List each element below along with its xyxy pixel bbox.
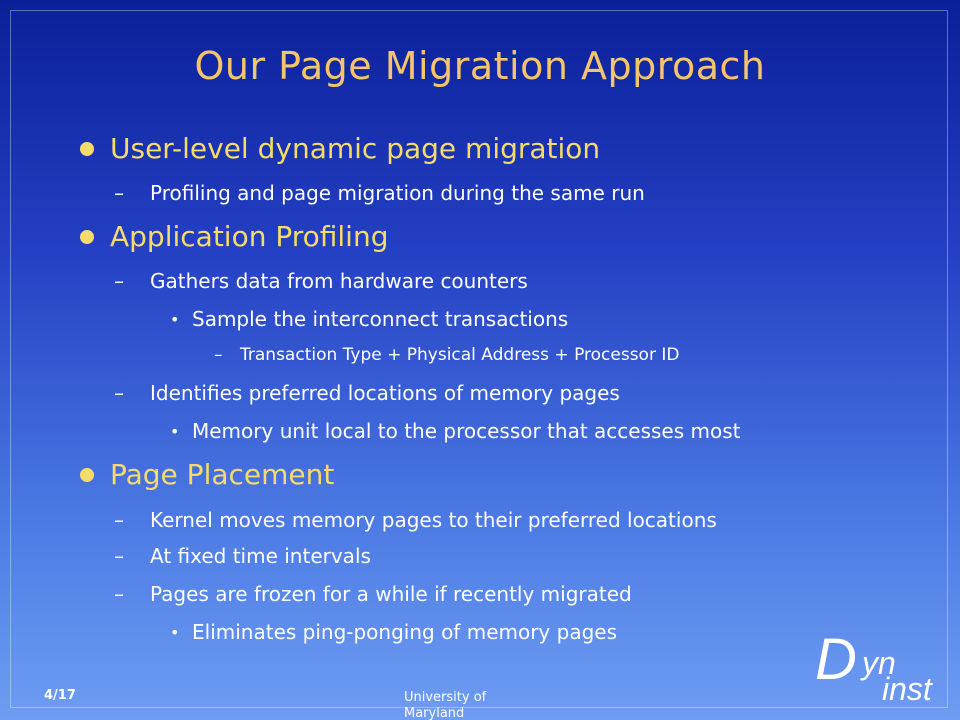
- logo-letters-inst: inst: [882, 671, 932, 707]
- sub-bullet-text: Pages are frozen for a while if recently migrated: [150, 582, 632, 606]
- institution-name: University of Maryland: [404, 690, 487, 720]
- sub-bullet-item: [114, 269, 528, 293]
- small-bullet-icon: •: [170, 622, 180, 642]
- sub-bullet-text: Profiling and page migration during the same run: [150, 181, 645, 205]
- level4-bullet-item: [214, 345, 679, 365]
- slide-title: Our Page Migration Approach: [194, 44, 766, 88]
- dash-icon: –: [114, 544, 124, 568]
- sub-bullet-text: At fixed time intervals: [150, 544, 371, 568]
- sub-bullet-item: [114, 381, 620, 405]
- small-bullet-icon: •: [170, 421, 180, 441]
- dash-icon: –: [114, 181, 124, 205]
- level4-bullet-text: Transaction Type + Physical Address + Processor ID: [240, 345, 680, 365]
- dash-icon: –: [114, 269, 124, 293]
- page-number: 4/17: [44, 688, 76, 703]
- bullet-item: [80, 220, 388, 253]
- bullet-dot-icon: [80, 142, 94, 156]
- sub-bullet-item: [114, 508, 717, 532]
- sub-sub-bullet-text: Memory unit local to the processor that accesses most: [192, 419, 741, 443]
- bullet-dot-icon: [80, 468, 94, 482]
- dash-icon: –: [114, 381, 124, 405]
- sub-bullet-item: [114, 181, 645, 205]
- logo-letter-d: D: [815, 627, 857, 692]
- sub-sub-bullet-text: Sample the interconnect transactions: [192, 307, 569, 331]
- sub-bullet-text: Gathers data from hardware counters: [150, 269, 528, 293]
- dash-icon: –: [114, 582, 124, 606]
- sub-sub-bullet-item: [170, 620, 617, 644]
- small-bullet-icon: •: [170, 309, 180, 329]
- dash-icon: –: [214, 345, 223, 365]
- bullet-item: [80, 132, 600, 165]
- sub-bullet-text: Kernel moves memory pages to their preferred locations: [150, 508, 717, 532]
- sub-bullet-item: [114, 582, 632, 606]
- bullet-item: [80, 458, 334, 491]
- bullet-text: Page Placement: [110, 458, 335, 491]
- bullet-dot-icon: [80, 230, 94, 244]
- sub-bullet-item: [114, 544, 371, 568]
- logo-letters-yn: yn: [862, 645, 896, 681]
- dash-icon: –: [114, 508, 124, 532]
- bullet-text: Application Profiling: [110, 220, 389, 253]
- sub-bullet-text: Identifies preferred locations of memory pages: [150, 381, 620, 405]
- bullet-text: User-level dynamic page migration: [110, 132, 601, 165]
- sub-sub-bullet-item: [170, 419, 740, 443]
- sub-sub-bullet-item: [170, 307, 568, 331]
- sub-sub-bullet-text: Eliminates ping-ponging of memory pages: [192, 620, 617, 644]
